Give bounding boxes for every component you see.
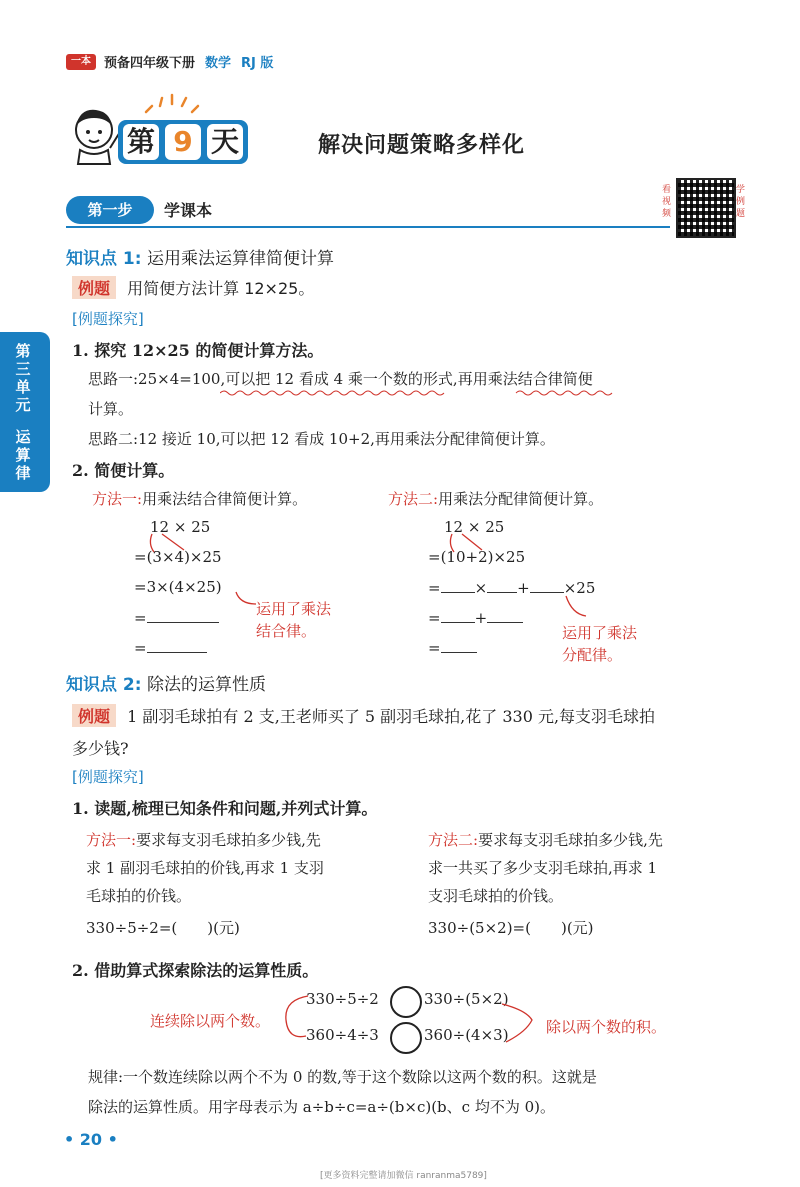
- note-distributive: 运用了乘法 分配律。: [562, 624, 638, 664]
- grade-title: 预备四年级下册: [104, 56, 196, 71]
- day-prefix: 第: [123, 124, 159, 160]
- method-1-heading: [92, 488, 307, 509]
- rule-line-a: 规律:一个数连续除以两个不为 0 的数,等于这个数除以这两个数的积。这就是: [88, 1068, 597, 1086]
- rule-line-b: 除法的运算性质。用字母表示为 a÷b÷c=a÷(b×c)(b、c 均不为 0)。: [88, 1098, 555, 1116]
- method-2-label: 方法二:: [388, 490, 439, 508]
- idea-2: 思路二:12 接近 10,可以把 12 看成 10+2,再用乘法分配律简便计算。: [88, 430, 555, 448]
- method-1-text: 用乘法结合律简便计算。: [142, 490, 308, 508]
- method-1-label: 方法一:: [92, 490, 143, 508]
- kp2-label: 知识点 2:: [66, 675, 142, 695]
- kp2-question-2: 2. 借助算式探索除法的运算性质。: [72, 961, 319, 980]
- m1-line-2: =(3×4)×25: [134, 548, 222, 566]
- m1-line-1: 12 × 25: [150, 518, 211, 536]
- m1-line-3: =3×(4×25): [134, 578, 222, 596]
- brand-logo: 一本: [66, 54, 96, 70]
- kp2-formula-2: 330÷(5×2)=( )(元): [428, 919, 594, 937]
- idea-1-line-b: 计算。: [88, 400, 134, 418]
- m1-line-4: =: [134, 608, 219, 627]
- footer-note: [更多资料完整请加微信 ranranma5789]: [320, 1171, 487, 1181]
- eq-2-left: 360÷4÷3: [306, 1026, 379, 1044]
- m2-line-4: = +: [428, 608, 523, 627]
- edition-label: RJ 版: [241, 56, 274, 71]
- kp2-formula-1: 330÷5÷2=( )(元): [86, 919, 240, 937]
- example-tag: 例题: [72, 276, 116, 299]
- m1-arrows: [140, 530, 260, 610]
- kp2-title: 除法的运算性质: [146, 675, 266, 695]
- side-unit-label: 第三单元: [15, 342, 31, 414]
- page-number: • 20 •: [64, 1130, 118, 1149]
- book-title: [104, 52, 273, 71]
- idea-1-line-a: 思路一:25×4=100,可以把 12 看成 4 乘一个数的形式,再用乘法结合律简便: [88, 370, 593, 388]
- kp2-heading: [66, 670, 266, 695]
- kp1-heading: [66, 244, 334, 269]
- note-consecutive-division: 连续除以两个数。: [150, 1012, 271, 1030]
- kp1-label: 知识点 1:: [66, 249, 142, 269]
- kp2-method-2: 方法二:要求每支羽毛球拍多少钱,先 求一共买了多少支羽毛球拍,再求 1 支羽毛球拍的价钱。 330÷(5×2)=( )(元): [428, 826, 758, 942]
- subject-label: 数学: [205, 56, 232, 71]
- day-suffix: 天: [207, 124, 243, 160]
- sun-rays-icon: [140, 92, 200, 116]
- step-label: 学课本: [164, 201, 213, 220]
- explore-label: [例题探究]: [72, 310, 144, 328]
- qr-code-icon[interactable]: [676, 178, 736, 238]
- example-tag: 例题: [72, 704, 116, 727]
- kp2-example-line-a: 例题 1 副羽毛球拍有 2 支,王老师买了 5 副羽毛球拍,花了 330 元,每支羽毛球拍: [72, 704, 655, 727]
- day-banner: [118, 120, 248, 164]
- eq-1-left: 330÷5÷2: [306, 990, 379, 1008]
- note-associative: 运用了乘法 结合律。: [256, 600, 332, 640]
- qr-right-caption: 学例题: [736, 185, 746, 219]
- eq-brackets: [270, 990, 560, 1060]
- side-tab: [0, 332, 50, 492]
- wavy-underline-marks: [220, 388, 780, 398]
- kp1-example: [72, 276, 314, 299]
- m2-line-1: 12 × 25: [444, 518, 505, 536]
- m2-line-3: = × + ×25: [428, 579, 596, 597]
- m1-line-5: =: [134, 638, 207, 657]
- eq-1-right: 330÷(5×2): [424, 990, 509, 1008]
- day-number: 9: [165, 124, 201, 160]
- side-topic-label: 运算律: [15, 428, 31, 482]
- explore-label: [例题探究]: [72, 768, 144, 786]
- example-text: 用简便方法计算 12×25。: [127, 279, 315, 298]
- m2-arrows: [440, 530, 600, 620]
- kp1-question-2: 2. 简便计算。: [72, 461, 175, 480]
- kp2-method-1: 方法一:要求每支羽毛球拍多少钱,先 求 1 副羽毛球拍的价钱,再求 1 支羽 毛球拍的价钱。 330÷5÷2=( )(元): [86, 826, 408, 942]
- chapter-title: 解决问题策略多样化: [318, 133, 526, 158]
- m2-line-2: =(10+2)×25: [428, 548, 526, 566]
- kp2-example-line-b: 多少钱?: [72, 739, 129, 758]
- note-divide-product: 除以两个数的积。: [546, 1018, 667, 1036]
- m2-line-5: =: [428, 638, 477, 657]
- kp2-question-1: 1. 读题,梳理已知条件和问题,并列式计算。: [72, 799, 378, 818]
- eq-2-right: 360÷(4×3): [424, 1026, 509, 1044]
- qr-left-caption: 看视频: [662, 185, 672, 219]
- method-2-heading: [388, 488, 603, 509]
- method-2-text: 用乘法分配律简便计算。: [438, 490, 604, 508]
- step-pill: 第一步: [66, 196, 154, 224]
- kp1-title: 运用乘法运算律简便计算: [146, 249, 334, 269]
- kp1-question-1: 1. 探究 12×25 的简便计算方法。: [72, 341, 324, 360]
- divider: [66, 226, 670, 228]
